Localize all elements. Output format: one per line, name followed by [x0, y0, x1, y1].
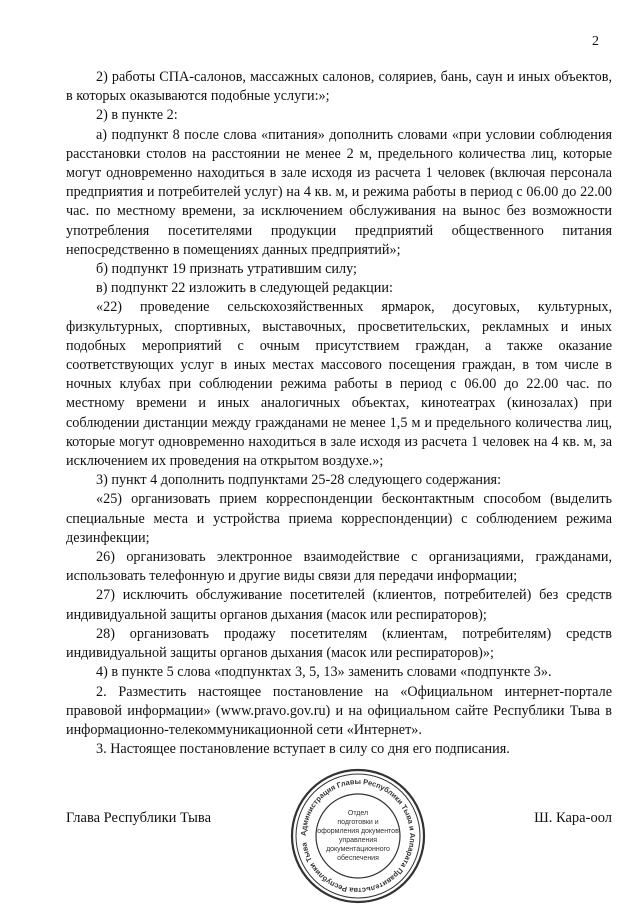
paragraph: 28) организовать продажу посетителям (клиентам, потребителям) средств индивидуальной защиты органов дыхания (масок или респираторов)»; [66, 625, 612, 662]
svg-text:управления: управления [338, 837, 378, 844]
paragraph: «25) организовать прием корреспонденции бесконтактным способом (выделить специальные места и устройства приема корреспонденции) с соблюдением режима дезинфекции; [66, 491, 612, 546]
signatory-name: Ш. Кара-оол [534, 810, 612, 826]
svg-text:подготовки и: подготовки и [337, 819, 379, 826]
signatory-position: Глава Республики Тыва [66, 810, 212, 826]
svg-text:обеспечения: обеспечения [337, 855, 379, 862]
seal-graphic [288, 766, 428, 906]
page-number: 2 [592, 34, 599, 49]
paragraph: в) подпункт 22 изложить в следующей редакции: [96, 280, 393, 297]
svg-text:оформления документов: оформления документов [317, 828, 399, 835]
paragraph: 3) пункт 4 дополнить подпунктами 25-28 следующего содержания: [96, 472, 502, 489]
svg-text:Администрация Главы Республики: Администрация Главы Республики Тыва и Аппарата Правительства Республики Тыва [298, 776, 418, 896]
paragraph: 3. Настоящее постановление вступает в силу со дня его подписания. [96, 741, 510, 758]
paragraph: а) подпункт 8 после слова «питания» дополнить словами «при условии соблюдения расстановки столов на расстоянии не менее 2 м, предельного количества лиц, которые могут одновременно находиться в зале исходя из расчета 1 человек (включая персонала предприятия и потребителей услуг) на 4 кв. м, и режима работы в период с 06.00 до 22.00 час. по местному времени, за исключением обслуживания на вынос без возможности употребления посетителями продукции предприятий общественного питания непосредственно в помещениях данных предприятий»; [66, 126, 612, 258]
svg-text:Отдел: Отдел [347, 810, 369, 817]
paragraph: 4) в пункте 5 слова «подпунктах 3, 5, 13» заменить словами «подпункте 3». [96, 664, 552, 681]
paragraph: б) подпункт 19 признать утратившим силу; [96, 261, 357, 278]
paragraph: 2) в пункте 2: [96, 107, 178, 124]
official-seal-stamp [288, 766, 428, 906]
paragraph: 2. Разместить настоящее постановление на «Официальном интернет-портале правовой информации» (www.pravo.gov.ru) и на официальном сайте Республики Тыва в информационно-телекоммуникационной сети «Интернет». [66, 683, 612, 738]
paragraph: 26) организовать электронное взаимодействие с организациями, гражданами, использовать телефонную и другие виды связи для передачи информации; [66, 549, 612, 585]
paragraph: 2) работы СПА-салонов, массажных салонов, соляриев, бань, саун и иных объектов, в которых оказываются подобные услуги:»; [66, 69, 612, 105]
document-body [66, 68, 612, 759]
paragraph: «22) проведение сельскохозяйственных ярмарок, досуговых, культурных, физкультурных, спортивных, выставочных, просветительских, рекламных и иных подобных мероприятий с очным присутствием граждан, а также оказание соответствующих услуг в иных местах массового посещения граждан, в том числе в ночных клубах при соблюдении режима работы в период с 06.00 до 22.00 час. по местному времени и иных аналогичных объектах, кинотеатрах (кинозалах) при соблюдении дистанции между гражданами не менее 1,5 м и предельного количества лиц, которые могут одновременно находиться в зале исходя из расчета 1 человек на 4 кв. м, за исключением их проведения на открытом воздухе.»; [66, 299, 612, 470]
paragraph: 27) исключить обслуживание посетителей (клиентов, потребителей) без средств индивидуальной защиты органов дыхания (масок или респираторов); [66, 587, 612, 623]
svg-text:документационного: документационного [326, 846, 390, 853]
